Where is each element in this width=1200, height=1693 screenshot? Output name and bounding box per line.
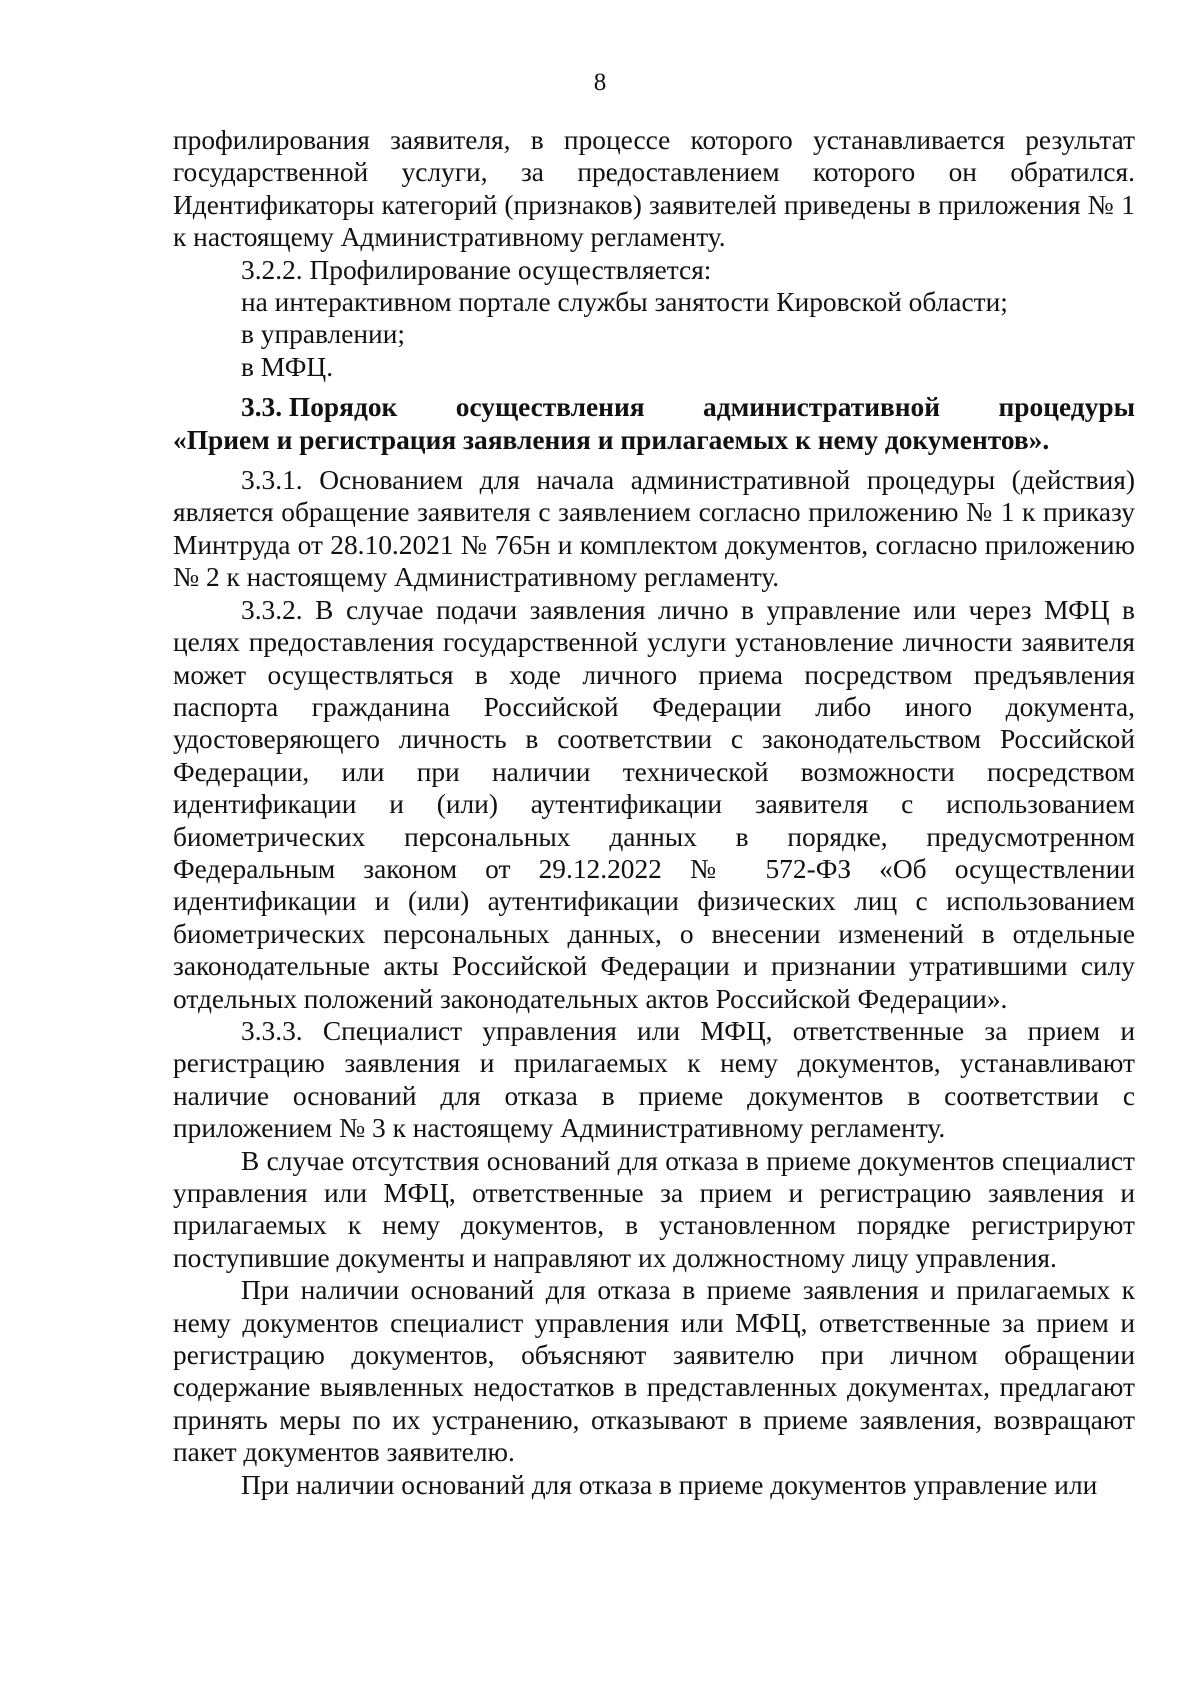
heading-word-4: процедуры — [998, 392, 1135, 423]
paragraph-3-3-1: 3.3.1. Основанием для начала административной процедуры (действия) является обращение заявителя с заявлением согласно приложению № 1 к приказу Минтруда от 28.10.2021 № 765н и комплектом документов, согласно приложению № 2 к настоящему Административному регламенту. — [173, 465, 1135, 593]
section-heading-line2: «Прием и регистрация заявления и прилагаемых к нему документов». — [173, 424, 1050, 455]
paragraph-no-grounds: В случае отсутствия оснований для отказа в приеме документов специалист управления или МФЦ, ответственные за прием и регистрацию заявления и прилагаемых к нему документов, в установленном порядке регистрируют поступившие документы и направляют их должностному лицу управления. — [173, 1145, 1135, 1273]
paragraph-3-3-2: 3.3.2. В случае подачи заявления лично в управление или через МФЦ в целях предоставления государственной услуги установление личности заявителя может осуществляться в ходе личного приема посредством предъявления паспорта гражданина Российской Федерации либо иного документа, удостоверяющего личность в соответствии с законодательством Российской Федерации, или при наличии технической возможности посредством идентификации и (или) аутентификации заявителя с использованием биометрических персональных данных в порядке, предусмотренном Федеральным законом от 29.12.2022 № 572-ФЗ «Об осуществлении идентификации и (или) аутентификации физических лиц с использованием биометрических персональных данных, о внесении изменений в отдельные законодательные акты Российской Федерации и признании утратившими силу отдельных положений законодательных актов Российской Федерации». — [173, 594, 1135, 1014]
list-item-office: в управлении; — [241, 319, 405, 350]
heading-word-3: административной — [703, 392, 941, 423]
document-body — [173, 124, 1135, 1501]
paragraph-profiling-intro: профилирования заявителя, в процессе которого устанавливается результат государственной услуги, за предоставлением которого он обратился. Идентификаторы категорий (признаков) заявителей приведены в приложения № 1 к настоящему Административному регламенту. — [173, 125, 1135, 253]
paragraph-3-3-3: 3.3.3. Специалист управления или МФЦ, ответственные за прием и регистрацию заявления и прилагаемых к нему документов, устанавливают наличие оснований для отказа в приеме документов в соответствии с приложением № 3 к настоящему Административному регламенту. — [173, 1015, 1135, 1144]
section-heading-3-3 — [173, 391, 1135, 456]
heading-word-2: осуществления — [455, 392, 645, 423]
paragraph-grounds-refusal: При наличии оснований для отказа в приеме заявления и прилагаемых к нему документов специалист управления или МФЦ, ответственные за прием и регистрацию документов, объясняют заявителю при личном обращении содержание выявленных недостатков в представленных документах, предлагают принять меры по их устранению, отказывают в приеме заявления, возвращают пакет документов заявителю. — [173, 1275, 1135, 1468]
heading-word-1: 3.3. Порядок — [241, 392, 398, 423]
paragraph-3-2-2: 3.2.2. Профилирование осуществляется: — [241, 254, 712, 285]
section-heading-line1 — [173, 391, 1135, 423]
paragraph-grounds-refusal-continued: При наличии оснований для отказа в приеме документов управление или — [241, 1469, 1098, 1500]
page-bottom-margin — [0, 1650, 1200, 1693]
list-item-portal: на интерактивном портале службы занятости Кировской области; — [241, 287, 1008, 318]
list-item-mfc: в МФЦ. — [241, 351, 334, 382]
page-number: 8 — [593, 69, 607, 96]
